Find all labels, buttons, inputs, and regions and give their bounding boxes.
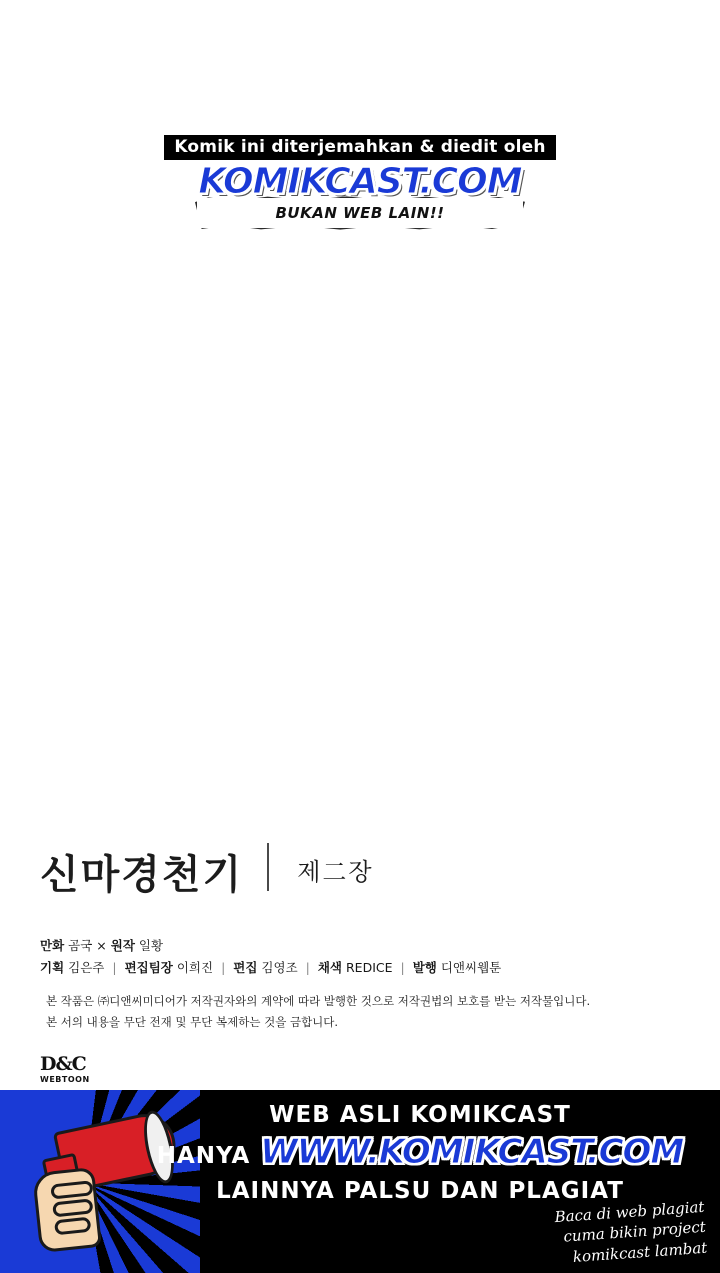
- credits-block: [40, 825, 680, 1084]
- finger-3: [54, 1217, 91, 1236]
- staff-value-editor: 김영조: [261, 959, 298, 975]
- finger-2: [52, 1198, 93, 1217]
- bottom-promo-banner: [0, 1090, 720, 1273]
- watermark-subtagline: BUKAN WEB LAIN!!: [275, 204, 445, 222]
- staff-value-original: 일황: [138, 938, 164, 953]
- banner-url: WWW.KOMIKCAST.COM: [260, 1132, 684, 1173]
- staff-value-editor-chief: 이희진: [176, 959, 214, 975]
- staff-label-publisher: 발행: [412, 959, 437, 975]
- staff-label-editor: 편집: [233, 959, 258, 975]
- title-row: [40, 825, 680, 898]
- watermark-site-name: KOMIKCAST.COM: [198, 161, 522, 202]
- staff-separator: |: [400, 959, 405, 975]
- banner-url-row: [120, 1132, 720, 1172]
- staff-value-color: REDICE: [345, 959, 393, 975]
- staff-separator: |: [221, 959, 226, 975]
- banner-line-3: LAINNYA PALSU DAN PLAGIAT: [216, 1178, 624, 1205]
- staff-label-original: 원작: [110, 938, 135, 953]
- staff-label-manhwa: 만화: [40, 938, 65, 953]
- legal-line-2: 본 서의 내용을 무단 전재 및 무단 복제하는 것을 금합니다.: [46, 1015, 339, 1030]
- publisher-sub: WEBTOON: [40, 1075, 90, 1085]
- banner-text-group: [120, 1102, 720, 1204]
- watermark-tagline: Komik ini diterjemahkan & diedit oleh: [164, 135, 555, 160]
- title-divider: [267, 843, 269, 891]
- banner-note-line-1: Baca di web plagiat: [554, 1197, 705, 1227]
- finger-1: [50, 1180, 93, 1199]
- staff-value-manhwa: 곰국: [68, 938, 93, 953]
- publisher-mark: D&C: [40, 1053, 86, 1076]
- staff-label-color: 채색: [317, 959, 342, 975]
- publisher-logo: [40, 1055, 680, 1084]
- staff-line-production: [40, 957, 680, 979]
- staff-credits: [40, 935, 680, 979]
- staff-line-authors: [40, 935, 680, 957]
- top-watermark-banner: [0, 135, 720, 250]
- staff-label-editor-chief: 편집팀장: [124, 959, 173, 975]
- banner-hanya-label: HANYA: [156, 1143, 251, 1170]
- banner-note-line-3: komikcast lambat: [572, 1238, 708, 1266]
- banner-line-1: WEB ASLI KOMIKCAST: [269, 1102, 571, 1128]
- series-title: 신마경천기: [40, 851, 244, 898]
- staff-label-planning: 기획: [40, 959, 65, 975]
- legal-notice: [40, 991, 680, 1034]
- staff-value-publisher: 디앤씨웹툰: [440, 959, 502, 975]
- staff-x-separator: ×: [96, 938, 107, 953]
- chapter-label: 제二장: [297, 858, 374, 886]
- hand-icon: [32, 1167, 102, 1253]
- banner-note-line-2: cuma bikin project: [562, 1218, 707, 1247]
- staff-value-planning: 김은주: [68, 959, 105, 975]
- legal-line-1: 본 작품은 ㈜디앤씨미디어가 저작권자와의 계약에 따라 발행한 것으로 저작권법의 보호를 받는 저작물입니다.: [46, 993, 591, 1008]
- banner-side-note: [494, 1197, 708, 1272]
- staff-separator: |: [305, 959, 310, 975]
- staff-separator: |: [112, 959, 117, 975]
